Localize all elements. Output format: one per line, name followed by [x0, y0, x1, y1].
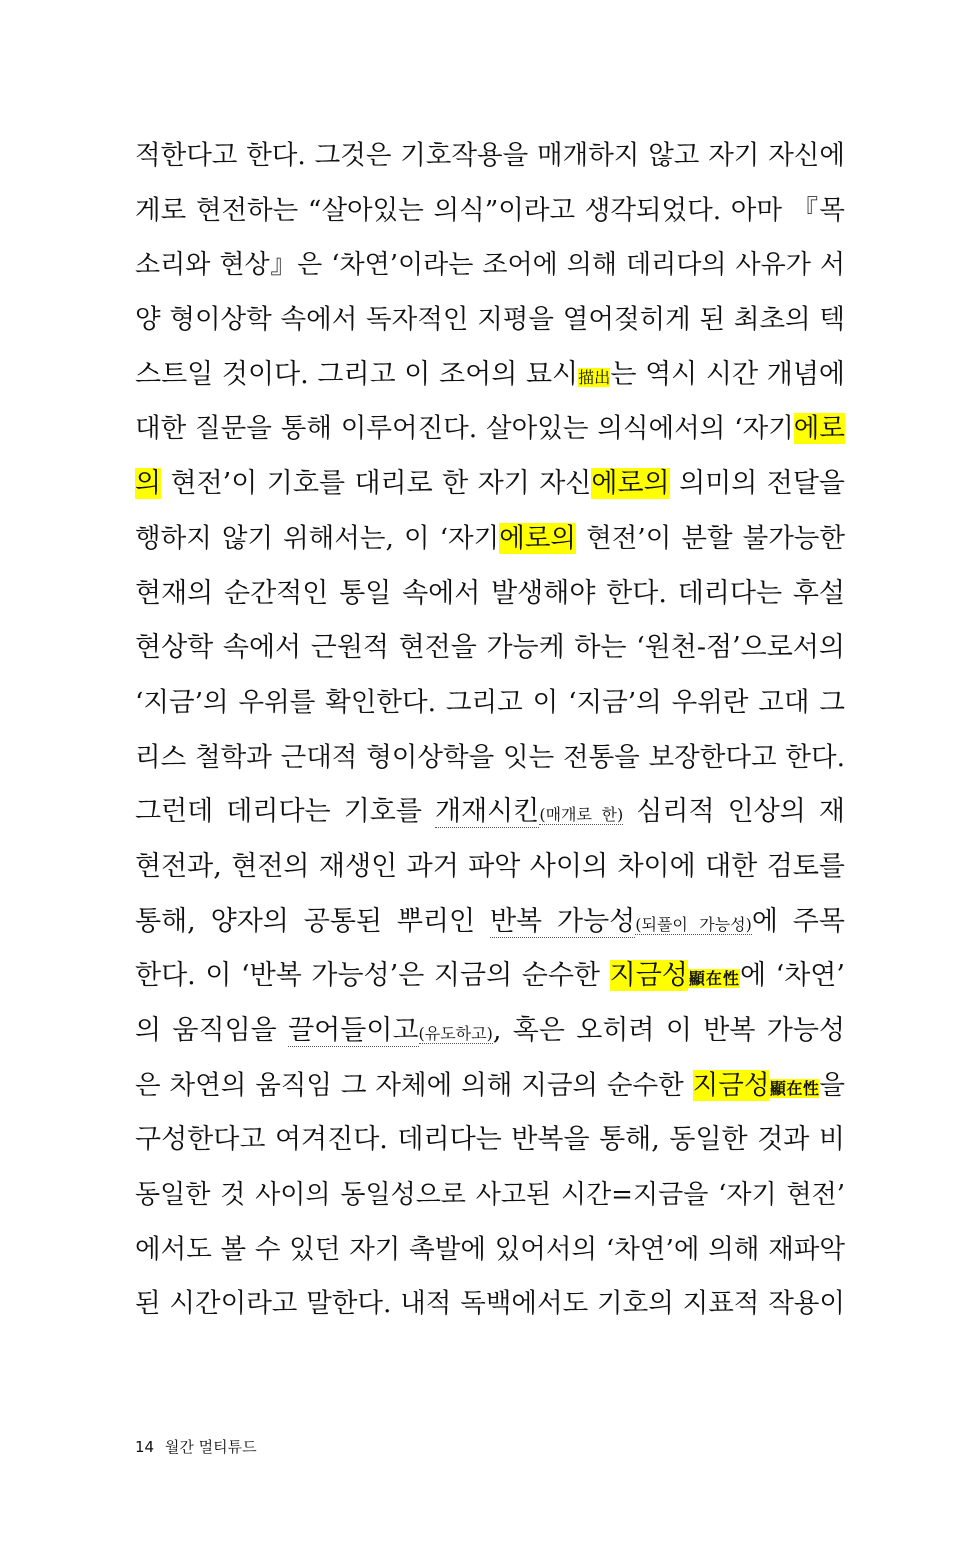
text-line — [135, 129, 845, 184]
highlighted-text: 描出 — [578, 367, 611, 387]
text-segment: 구성한다고 여겨진다. 데리다는 반복을 통해, 동일한 것과 비 — [135, 1124, 845, 1156]
text-segment: 은 차연의 움직임 그 자체에 의해 지금의 순수한 — [135, 1069, 693, 1101]
text-segment: 의미의 전달을 — [669, 468, 845, 500]
text-line — [135, 785, 845, 840]
highlighted-text: 지금성 — [692, 1069, 770, 1101]
text-segment: 현전’이 분할 불가능한 — [576, 522, 845, 554]
text-segment: 양 형이상학 속에서 독자적인 지평을 열어젖히게 된 최초의 텍 — [135, 304, 845, 336]
text-segment: 된 시간이라고 말한다. 내적 독백에서도 기호의 지표적 작용이 — [135, 1288, 845, 1320]
text-segment: 현재의 순간적인 통일 속에서 발생해야 한다. 데리다는 후설 — [135, 577, 845, 609]
text-segment: 행하지 않기 위해서는, 이 ‘자기 — [135, 522, 500, 554]
publication-name: 월간 멀티튜드 — [164, 1438, 257, 1456]
text-line — [135, 895, 845, 950]
text-line — [135, 402, 845, 457]
text-line — [135, 621, 845, 676]
text-line — [135, 840, 845, 895]
text-segment: 적한다고 한다. 그것은 기호작용을 매개하지 않고 자기 자신에 — [135, 140, 845, 171]
text-segment: 을 — [819, 1069, 845, 1101]
text-segment: 현전과, 현전의 재생인 과거 파악 사이의 차이에 대한 검토를 — [135, 850, 845, 882]
annotated-text: (되풀이 가능성) — [635, 914, 752, 934]
text-line — [135, 1223, 845, 1278]
highlighted-text: 顯在性 — [687, 969, 740, 989]
text-line — [135, 1059, 845, 1114]
text-line — [135, 348, 845, 403]
text-segment: 그런데 데리다는 기호를 — [135, 796, 436, 828]
text-segment: 에 ‘차연’ — [739, 960, 845, 992]
text-line — [135, 293, 845, 348]
text-line — [135, 1277, 845, 1332]
highlighted-text: 에로의 — [499, 522, 577, 554]
text-segment: 는 역시 시간 개념에 — [610, 358, 845, 390]
text-line — [135, 676, 845, 731]
text-line — [135, 949, 845, 1004]
text-segment: 통해, 양자의 공통된 뿌리인 — [135, 905, 490, 937]
highlighted-text: 에로의 — [591, 468, 670, 500]
text-segment: 에 주목 — [751, 905, 845, 937]
annotated-text: (매개로 한) — [539, 805, 624, 825]
text-segment: 소리와 현상』은 ‘차연’이라는 조어에 의해 데리다의 사유가 서 — [135, 250, 845, 281]
annotated-text: (유도하고) — [418, 1024, 493, 1043]
body-text — [135, 129, 845, 1332]
text-line — [135, 731, 845, 786]
page-footer — [135, 1436, 263, 1457]
highlighted-text: 에로 — [793, 413, 845, 445]
text-segment: 에서도 볼 수 있던 자기 촉발에 있어서의 ‘차연’에 의해 재파악 — [135, 1233, 845, 1265]
text-segment: 대한 질문을 통해 이루어진다. 살아있는 의식에서의 ‘자기 — [135, 413, 794, 445]
page-number: 14 — [135, 1438, 155, 1456]
text-segment: 한다. 이 ‘반복 가능성’은 지금의 순수한 — [135, 960, 610, 992]
text-segment: ‘지금’의 우위를 확인한다. 그리고 이 ‘지금’의 우위란 고대 그 — [135, 686, 845, 718]
text-segment: 리스 철학과 근대적 형이상학을 잇는 전통을 보장한다고 한다. — [135, 741, 845, 773]
text-line — [135, 1168, 845, 1223]
text-segment: 의 움직임을 — [135, 1015, 289, 1046]
text-segment: 현상학 속에서 근원적 현전을 가능케 하는 ‘원천-점’으로서의 — [135, 632, 845, 664]
annotated-text: 끌어들이고 — [288, 1015, 419, 1046]
text-line — [135, 238, 845, 293]
text-segment: 현전’이 기호를 대리로 한 자기 자신 — [161, 468, 592, 500]
text-segment: , 혹은 오히려 이 반복 가능성 — [492, 1015, 845, 1046]
text-line — [135, 457, 845, 512]
text-line — [135, 567, 845, 622]
text-line — [135, 1004, 845, 1059]
text-line — [135, 1113, 845, 1168]
highlighted-text: 顯在性 — [769, 1078, 820, 1098]
annotated-text: 반복 가능성 — [489, 905, 636, 937]
text-segment: 스트일 것이다. 그리고 이 조어의 묘시 — [135, 358, 579, 390]
text-segment: 게로 현전하는 “살아있는 의식”이라고 생각되었다. 아마 『목 — [135, 194, 845, 226]
highlighted-text: 지금성 — [609, 960, 688, 992]
annotated-text: 개재시킨 — [435, 796, 540, 828]
text-segment: 동일한 것 사이의 동일성으로 사고된 시간=지금을 ‘자기 현전’ — [135, 1180, 845, 1211]
text-segment: 심리적 인상의 재 — [623, 796, 845, 828]
text-line — [135, 184, 845, 239]
text-line — [135, 512, 845, 567]
highlighted-text: 의 — [135, 468, 162, 500]
